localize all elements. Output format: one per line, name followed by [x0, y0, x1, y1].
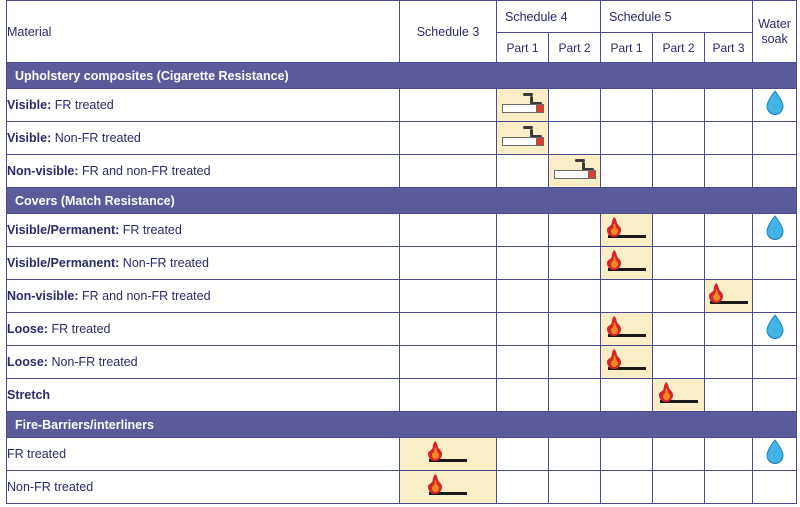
cell-schedule-5-part-1	[601, 438, 653, 471]
cell-schedule-5-part-3	[705, 89, 753, 122]
cell-schedule-4-part-1	[497, 280, 549, 313]
match-flame-icon	[604, 317, 650, 341]
row-material-category: Loose:	[7, 322, 48, 336]
cigarette-icon	[552, 159, 598, 183]
cell-schedule-4-part-1	[497, 438, 549, 471]
header-water-soak	[753, 1, 797, 63]
table-header	[7, 1, 797, 63]
cell-schedule-4-part-1	[497, 247, 549, 280]
row-material-category: Non-visible:	[7, 289, 79, 303]
table-row	[7, 379, 797, 412]
header-row-top	[7, 1, 797, 33]
row-material-label	[7, 379, 400, 412]
cell-schedule-5-part-3	[705, 155, 753, 188]
header-schedule-4: Schedule 4	[497, 1, 601, 33]
cell-schedule-5-part-2	[653, 89, 705, 122]
row-material-label	[7, 89, 400, 122]
cell-schedule-5-part-2	[653, 438, 705, 471]
cell-schedule-5-part-1	[601, 89, 653, 122]
match-flame-icon	[656, 383, 702, 407]
water-droplet-icon	[765, 215, 785, 241]
match-flame-icon	[604, 350, 650, 374]
row-material-label	[7, 280, 400, 313]
cell-schedule-4-part-2	[549, 247, 601, 280]
row-material-label	[7, 155, 400, 188]
row-material-detail: Non-FR treated	[47, 355, 138, 369]
cell-schedule-5-part-3	[705, 438, 753, 471]
cell-water-soak	[753, 122, 797, 155]
cell-schedule-4-part-2	[549, 280, 601, 313]
cigarette-icon	[500, 126, 546, 150]
cell-schedule-3	[400, 313, 497, 346]
table-row	[7, 89, 797, 122]
row-material-category: Visible/Permanent:	[7, 256, 120, 270]
cell-schedule-5-part-1	[601, 346, 653, 379]
cell-water-soak	[753, 471, 797, 504]
cell-schedule-3	[400, 438, 497, 471]
row-material-category: Visible:	[7, 98, 52, 112]
cell-schedule-3	[400, 471, 497, 504]
cell-schedule-4-part-1	[497, 471, 549, 504]
cell-water-soak	[753, 280, 797, 313]
cell-schedule-5-part-1	[601, 313, 653, 346]
cell-schedule-5-part-3	[705, 247, 753, 280]
cell-schedule-5-part-3	[705, 214, 753, 247]
row-material-label	[7, 346, 400, 379]
cell-schedule-5-part-2	[653, 313, 705, 346]
cell-schedule-4-part-1	[497, 122, 549, 155]
match-flame-icon	[425, 475, 471, 499]
cell-schedule-4-part-2	[549, 438, 601, 471]
table-body	[7, 63, 797, 504]
row-material-category: Visible:	[7, 131, 52, 145]
row-material-label	[7, 471, 400, 504]
water-droplet-icon	[765, 90, 785, 116]
cell-schedule-5-part-1	[601, 471, 653, 504]
flame-icon	[606, 349, 622, 369]
cell-schedule-4-part-1	[497, 346, 549, 379]
cell-schedule-3	[400, 214, 497, 247]
cell-schedule-4-part-2	[549, 155, 601, 188]
match-flame-icon	[425, 442, 471, 466]
section-header-row	[7, 412, 797, 438]
cell-schedule-5-part-1	[601, 122, 653, 155]
cell-schedule-5-part-3	[705, 471, 753, 504]
cell-water-soak	[753, 214, 797, 247]
row-material-detail: Non-FR treated	[119, 256, 209, 270]
cell-schedule-5-part-2	[653, 280, 705, 313]
row-material-detail: FR treated	[47, 322, 111, 336]
row-material-label	[7, 313, 400, 346]
section-title: Upholstery composites (Cigarette Resistance)	[7, 63, 797, 89]
cell-schedule-4-part-2	[549, 313, 601, 346]
section-title: Fire-Barriers/interliners	[7, 412, 797, 438]
cell-water-soak	[753, 313, 797, 346]
cell-schedule-4-part-2	[549, 471, 601, 504]
cell-schedule-5-part-3	[705, 280, 753, 313]
cell-water-soak	[753, 89, 797, 122]
flame-icon	[708, 283, 724, 303]
cell-schedule-5-part-1	[601, 214, 653, 247]
requirements-table	[6, 0, 797, 504]
cell-schedule-3	[400, 89, 497, 122]
flame-icon	[606, 217, 622, 237]
cell-schedule-5-part-3	[705, 313, 753, 346]
header-s5-part1: Part 1	[601, 33, 653, 63]
cell-schedule-4-part-2	[549, 122, 601, 155]
water-droplet-icon	[765, 439, 785, 465]
cell-schedule-4-part-2	[549, 214, 601, 247]
table-row	[7, 247, 797, 280]
cell-schedule-4-part-1	[497, 379, 549, 412]
cell-schedule-5-part-2	[653, 471, 705, 504]
header-s4-part1: Part 1	[497, 33, 549, 63]
cigarette-icon	[500, 93, 546, 117]
cell-schedule-4-part-1	[497, 89, 549, 122]
header-water-soak-line1: Water	[758, 17, 791, 32]
row-material-detail: FR treated	[119, 223, 182, 237]
header-s4-part2: Part 2	[549, 33, 601, 63]
row-material-detail: Non-FR treated	[7, 480, 94, 494]
cell-schedule-5-part-3	[705, 122, 753, 155]
cell-schedule-3	[400, 247, 497, 280]
row-material-detail: FR treated	[7, 447, 67, 461]
cell-schedule-4-part-2	[549, 379, 601, 412]
header-material: Material	[7, 1, 400, 63]
cell-schedule-4-part-2	[549, 346, 601, 379]
cell-schedule-5-part-2	[653, 247, 705, 280]
row-material-label	[7, 122, 400, 155]
header-schedule-3: Schedule 3	[400, 1, 497, 63]
flame-icon	[427, 441, 443, 461]
table-row	[7, 122, 797, 155]
cell-schedule-5-part-1	[601, 280, 653, 313]
cell-schedule-5-part-2	[653, 214, 705, 247]
cell-schedule-5-part-1	[601, 247, 653, 280]
cell-schedule-3	[400, 122, 497, 155]
header-s5-part2: Part 2	[653, 33, 705, 63]
row-material-label	[7, 214, 400, 247]
cell-schedule-3	[400, 155, 497, 188]
cell-schedule-4-part-1	[497, 313, 549, 346]
table-row	[7, 471, 797, 504]
cell-schedule-5-part-2	[653, 122, 705, 155]
table-row	[7, 346, 797, 379]
header-schedule-5: Schedule 5	[601, 1, 753, 33]
section-title: Covers (Match Resistance)	[7, 188, 797, 214]
cell-schedule-4-part-1	[497, 214, 549, 247]
row-material-category: Loose:	[7, 355, 48, 369]
flame-icon	[658, 382, 674, 402]
row-material-label	[7, 247, 400, 280]
row-material-detail: Non-FR treated	[51, 131, 141, 145]
match-flame-icon	[604, 218, 650, 242]
table-row	[7, 313, 797, 346]
flame-icon	[606, 250, 622, 270]
flame-icon	[606, 316, 622, 336]
cell-schedule-5-part-3	[705, 379, 753, 412]
section-header-row	[7, 188, 797, 214]
cell-water-soak	[753, 247, 797, 280]
row-material-detail: FR treated	[51, 98, 114, 112]
table-row	[7, 280, 797, 313]
cell-water-soak	[753, 155, 797, 188]
header-water-soak-line2: soak	[761, 31, 788, 46]
row-material-category: Visible/Permanent:	[7, 223, 120, 237]
row-material-label	[7, 438, 400, 471]
table-row	[7, 214, 797, 247]
cell-schedule-5-part-1	[601, 155, 653, 188]
cell-schedule-5-part-1	[601, 379, 653, 412]
section-header-row	[7, 63, 797, 89]
row-material-category: Non-visible:	[7, 164, 79, 178]
row-material-detail: FR and non-FR treated	[78, 289, 211, 303]
match-flame-icon	[706, 284, 752, 308]
cell-schedule-5-part-3	[705, 346, 753, 379]
cell-schedule-5-part-2	[653, 155, 705, 188]
water-droplet-icon	[765, 314, 785, 340]
cell-water-soak	[753, 346, 797, 379]
cell-schedule-3	[400, 346, 497, 379]
table-row	[7, 438, 797, 471]
cell-schedule-3	[400, 379, 497, 412]
flame-icon	[427, 474, 443, 494]
cell-schedule-5-part-2	[653, 379, 705, 412]
cell-schedule-5-part-2	[653, 346, 705, 379]
header-s5-part3: Part 3	[705, 33, 753, 63]
cell-schedule-4-part-1	[497, 155, 549, 188]
cell-schedule-4-part-2	[549, 89, 601, 122]
cell-water-soak	[753, 438, 797, 471]
match-flame-icon	[604, 251, 650, 275]
row-material-detail: FR and non-FR treated	[78, 164, 211, 178]
table-row	[7, 155, 797, 188]
row-material-category: Stretch	[7, 388, 51, 402]
cell-water-soak	[753, 379, 797, 412]
cell-schedule-3	[400, 280, 497, 313]
